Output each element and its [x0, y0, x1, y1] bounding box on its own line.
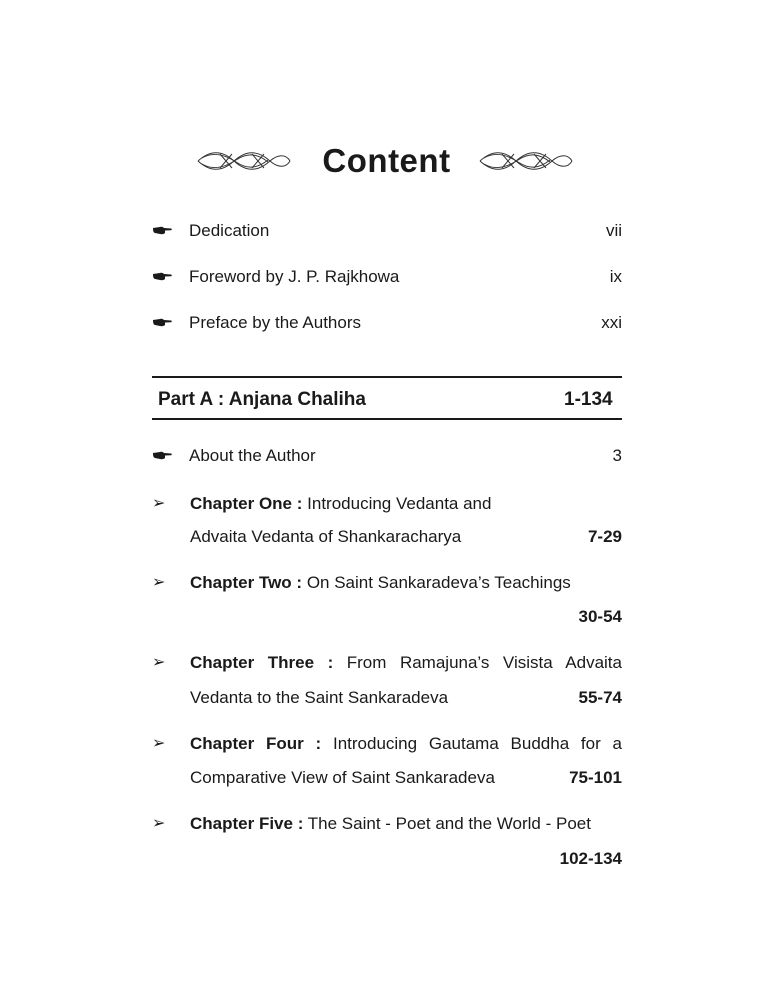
- chapter-three-entry: [152, 651, 622, 711]
- part-title: Part A : Anjana Chaliha: [158, 389, 366, 410]
- toc-page: xxi: [601, 313, 622, 332]
- chapter-four-entry: [152, 732, 622, 792]
- chapter-pages: 75-101: [569, 768, 622, 787]
- ornament-right-icon: [478, 146, 574, 176]
- chapter-title-cont: Advaita Vedanta of Shankaracharya: [190, 527, 462, 546]
- chapter-pages: 30-54: [578, 607, 622, 626]
- page-title: Content: [322, 142, 451, 179]
- pointing-hand-icon: [152, 219, 174, 243]
- pointing-hand-icon: [152, 444, 174, 468]
- chapter-title: Introducing Vedanta and: [307, 494, 492, 513]
- toc-label: Dedication: [189, 221, 270, 240]
- chapter-title-cont: Comparative View of Saint Sankaradeva: [190, 768, 495, 787]
- arrowhead-icon: ➢: [152, 574, 166, 591]
- chapter-title: Introducing Gautama Buddha for a: [332, 734, 622, 753]
- content-heading: [0, 138, 773, 184]
- toc-label: Preface by the Authors: [189, 313, 361, 332]
- chapter-name: Chapter Four :: [190, 734, 322, 753]
- chapter-title: The Saint - Poet and the World - Poet: [307, 814, 591, 833]
- chapter-name: Chapter One :: [190, 494, 303, 513]
- arrowhead-icon: ➢: [152, 735, 166, 752]
- chapter-name: Chapter Three :: [190, 653, 334, 672]
- chapter-line-1: [190, 812, 622, 836]
- chapter-name: Chapter Two :: [190, 573, 303, 592]
- chapter-title-cont: Vedanta to the Saint Sankaradeva: [190, 688, 449, 707]
- arrowhead-icon: ➢: [152, 495, 166, 512]
- toc-page: 3: [612, 446, 622, 465]
- chapter-title: From Ramajuna’s Visista Advaita: [346, 653, 622, 672]
- chapter-line-1: [190, 651, 622, 675]
- pointing-hand-icon: [152, 265, 174, 289]
- pointing-hand-icon: [152, 311, 174, 335]
- toc-label: Foreword by J. P. Rajkhowa: [189, 267, 400, 286]
- divider-top: [152, 376, 622, 378]
- chapter-five-entry: [152, 812, 622, 872]
- chapter-two-entry: [152, 571, 622, 631]
- toc-label: About the Author: [189, 446, 316, 465]
- divider-bottom: [152, 418, 622, 420]
- chapter-pages: 7-29: [587, 527, 622, 546]
- toc-page: vii: [605, 221, 622, 240]
- chapter-one-entry: [152, 492, 622, 552]
- part-pages: 1-134: [564, 389, 613, 410]
- chapter-pages: 55-74: [578, 688, 622, 707]
- chapter-line-1: [190, 571, 622, 595]
- toc-page: ix: [609, 267, 622, 286]
- chapter-title: On Saint Sankaradeva’s Teachings: [306, 573, 571, 592]
- arrowhead-icon: ➢: [152, 815, 166, 832]
- arrowhead-icon: ➢: [152, 654, 166, 671]
- chapter-line-1: [190, 492, 622, 516]
- chapter-line-1: [190, 732, 622, 756]
- chapter-name: Chapter Five :: [190, 814, 304, 833]
- chapter-pages: 102-134: [559, 849, 622, 868]
